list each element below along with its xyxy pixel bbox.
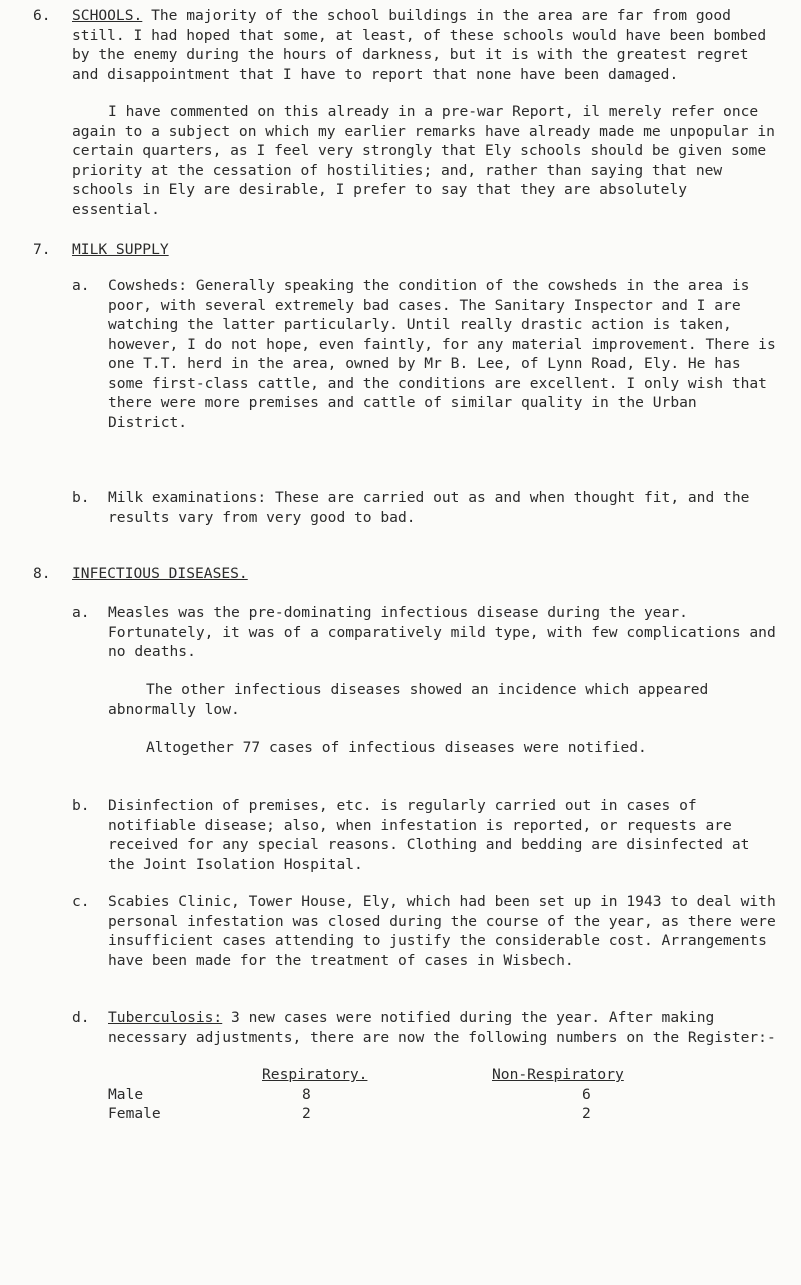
paragraph-text: I have commented on this already in a pre-war Report, il merely refer once again to a subject on which my earlier remarks have already made me unpopular in certain quarters, as I feel very strongly that Ely schools should be given some priority at the cessation of hostilities; and, rather than saying that new schools in Ely are desirable, I prefer to say that they are absolutely essential. (72, 103, 775, 218)
incidence-paragraph (108, 680, 781, 719)
section-heading: INFECTIOUS DISEASES. (72, 565, 248, 582)
milk-examinations-paragraph (108, 488, 781, 527)
table-cell: 6 (582, 1086, 591, 1103)
tuberculosis-paragraph (108, 1008, 781, 1047)
paragraph-text: Measles was the pre-dominating infectious disease during the year. Fortunately, it was of a comparatively mild type, with few complications and no deaths. (108, 604, 776, 660)
paragraph-text: The other infectious diseases showed an incidence which appeared abnormally low. (108, 681, 709, 718)
table-cell: 2 (302, 1105, 311, 1122)
item-lead: Tuberculosis: (108, 1009, 223, 1026)
paragraph-text: 3 new cases were notified during the year. After making necessary adjustments, there are now the following numbers on the Register:- (108, 1009, 776, 1046)
section-number: 6. (33, 7, 51, 24)
item-label: c. (72, 893, 90, 910)
item-label: a. (72, 604, 90, 621)
schools-paragraph-2 (72, 102, 781, 219)
item-label: a. (72, 277, 90, 294)
paragraph-text: Scabies Clinic, Tower House, Ely, which had been set up in 1943 to deal with personal infestation was closed during the course of the year, as there were insufficient cases attending to justify the considerable cost. Arrangements have been made for the treatment of cases in Wisbech. (108, 893, 776, 969)
section-number: 8. (33, 565, 51, 582)
table-header: Respiratory. (262, 1066, 368, 1083)
table-row-label: Male (108, 1086, 144, 1103)
schools-paragraph-1 (72, 6, 781, 84)
section-heading: MILK SUPPLY (72, 241, 169, 258)
item-label: b. (72, 797, 90, 814)
disinfection-paragraph (108, 796, 781, 874)
paragraph-text: The majority of the school buildings in the area are far from good still. I had hoped that some, at least, of these schools would have been bombed by the enemy during the hours of darkness, but it is with the greatest regret and disappointment that I have to report that none have been damaged. (72, 7, 767, 83)
paragraph-text: Disinfection of premises, etc. is regularly carried out in cases of notifiable disease; also, when infestation is reported, or requests are received for any special reasons. Clothing and bedding are disinfected at the Joint Isolation Hospital. (108, 797, 750, 873)
scabies-paragraph (108, 892, 781, 970)
table-row-label: Female (108, 1105, 161, 1122)
paragraph-text: Altogether 77 cases of infectious diseases were notified. (146, 739, 647, 756)
cowsheds-paragraph (108, 276, 781, 432)
notified-paragraph (108, 738, 781, 758)
item-label: b. (72, 489, 90, 506)
table-header: Non-Respiratory (492, 1066, 624, 1083)
item-lead: Milk examinations: (108, 489, 267, 506)
section-number: 7. (33, 241, 51, 258)
paragraph-text: These are carried out as and when thought fit, and the results vary from very good to bad. (108, 489, 750, 526)
table-cell: 8 (302, 1086, 311, 1103)
measles-paragraph (108, 603, 781, 662)
section-heading: SCHOOLS. (72, 7, 143, 24)
table-cell: 2 (582, 1105, 591, 1122)
tuberculosis-register-table (108, 1065, 768, 1125)
paragraph-text: Generally speaking the condition of the cowsheds in the area is poor, with several extremely bad cases. The Sanitary Inspector and I are watching the latter particularly. Until really drastic action is taken, however, I do not hope, even faintly, for any material improvement. There is one T.T. herd in the area, owned by Mr B. Lee, of Lynn Road, Ely. He has some first-class cattle, and the conditions are excellent. I only wish that there were more premises and cattle of similar quality in the Urban District. (108, 277, 776, 431)
item-label: d. (72, 1009, 90, 1026)
item-lead: Cowsheds: (108, 277, 188, 294)
